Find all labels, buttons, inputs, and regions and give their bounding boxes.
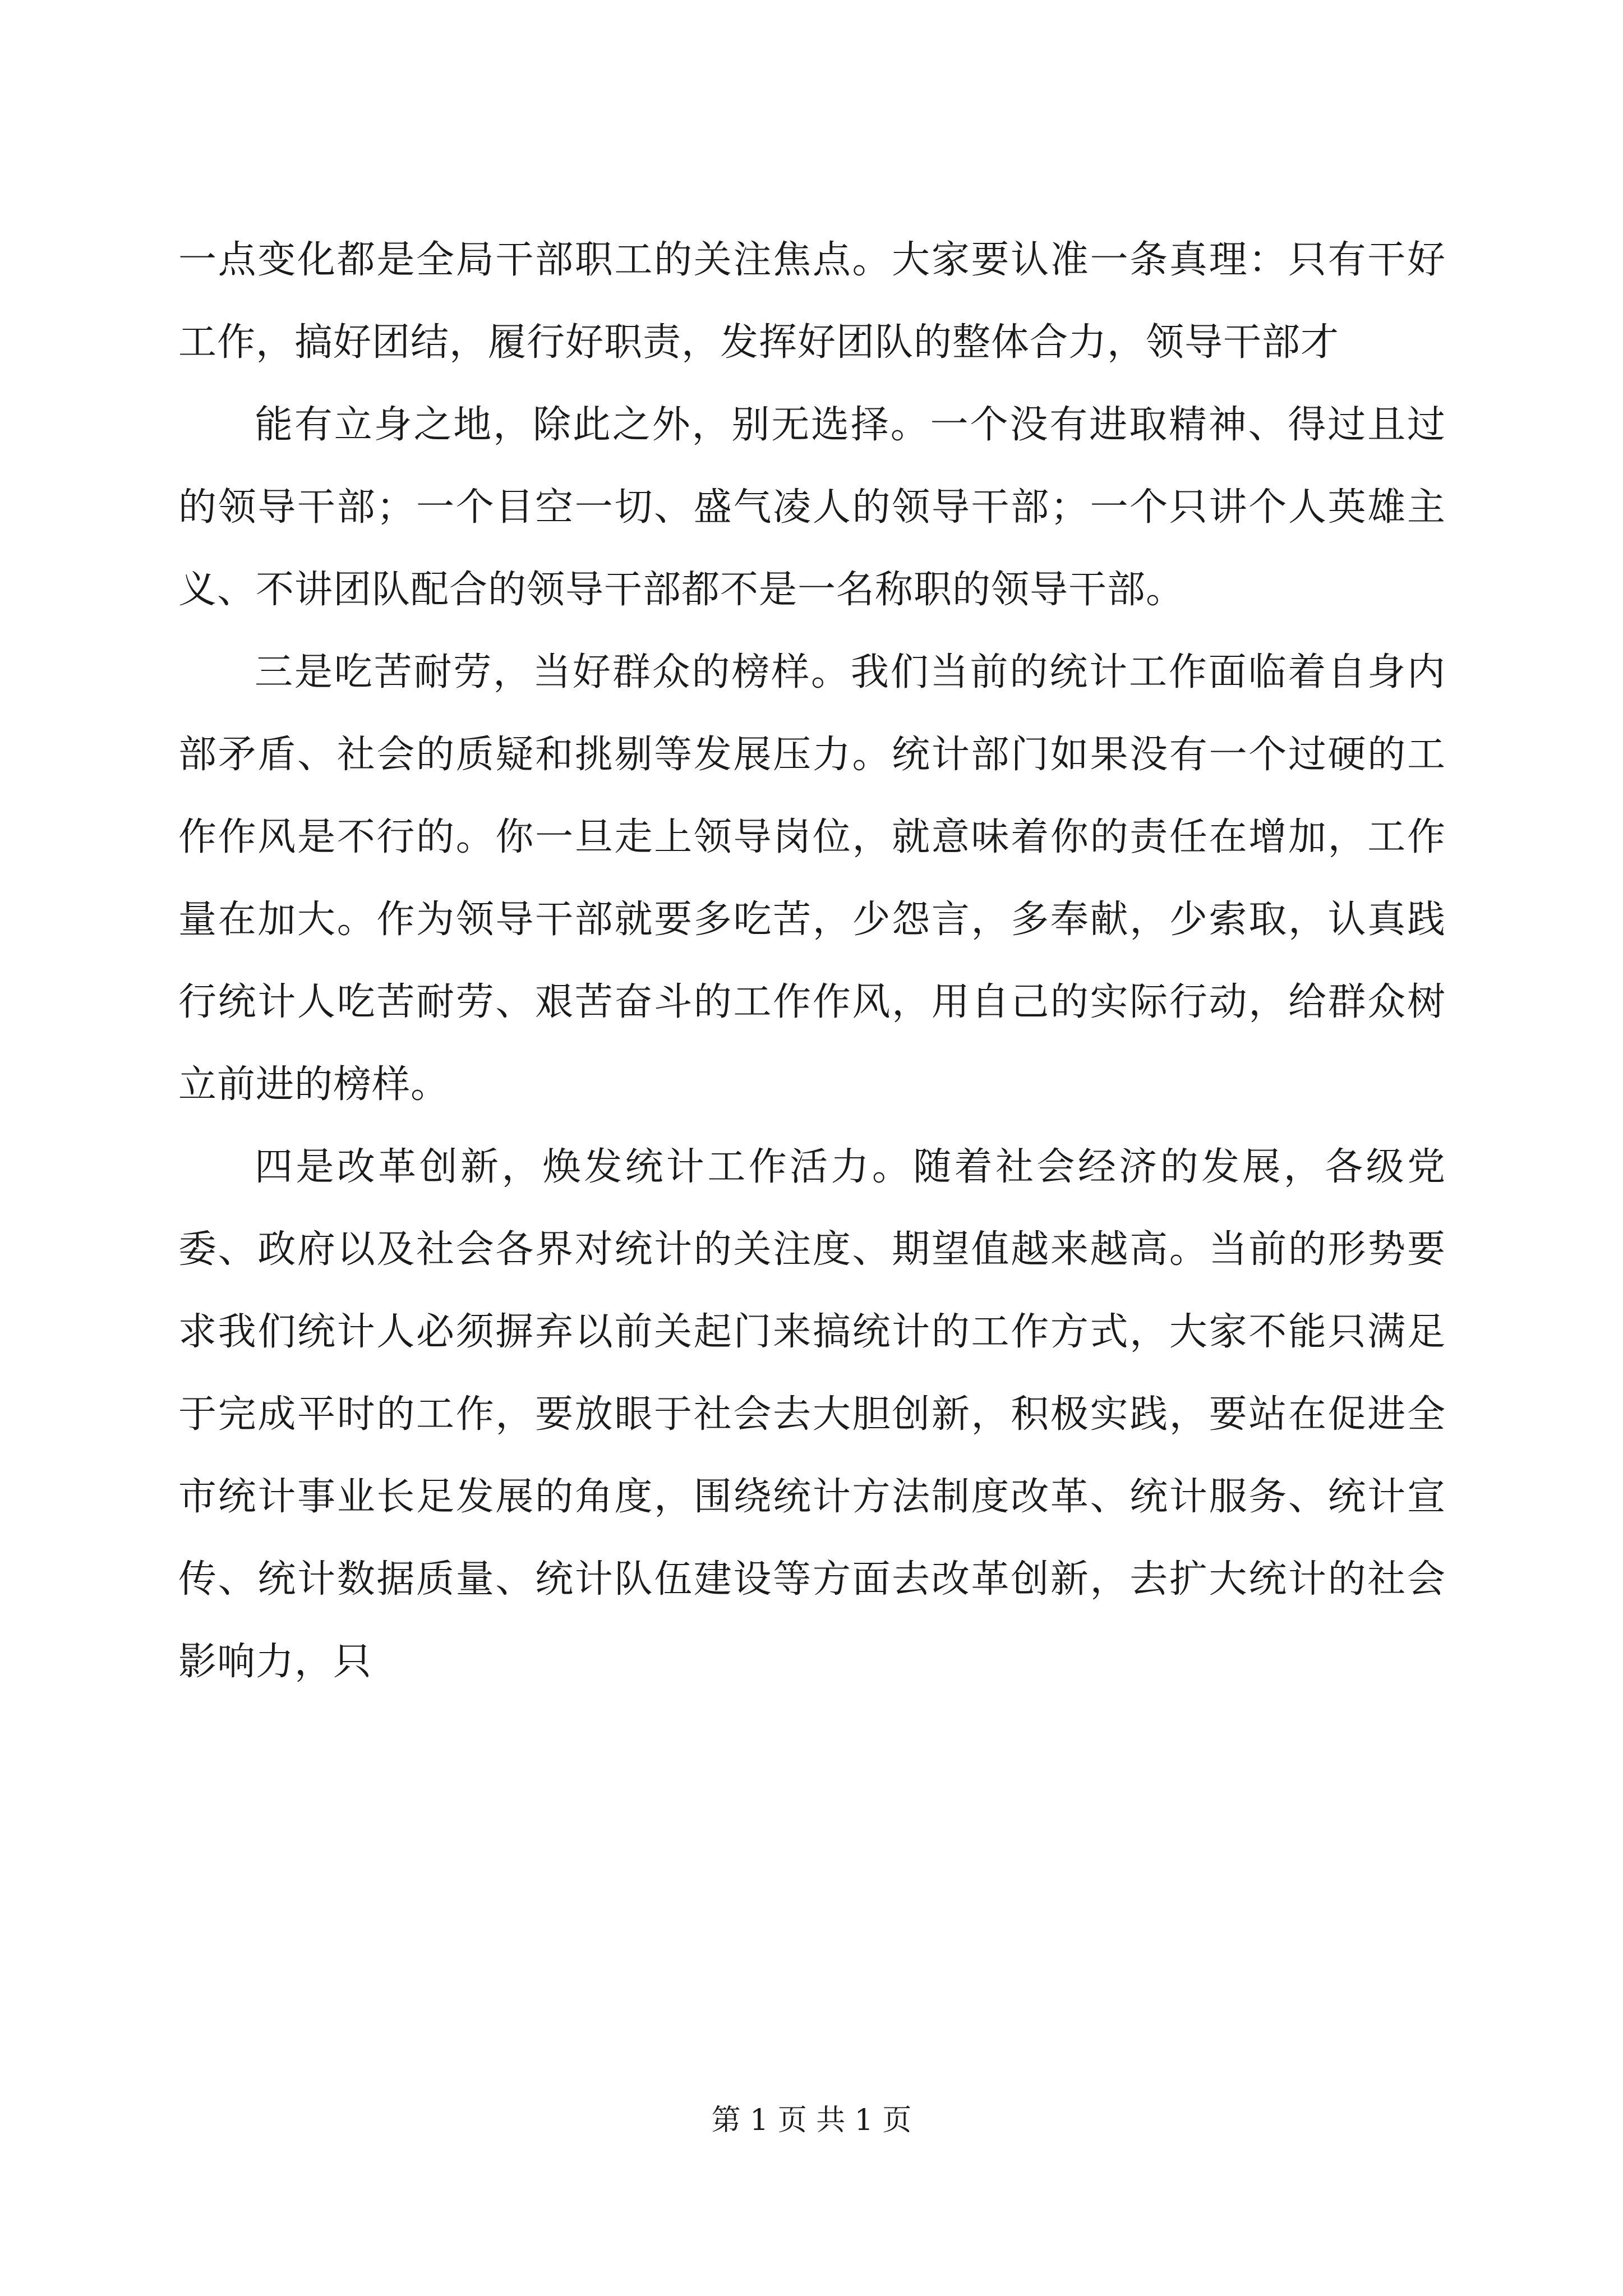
paragraph: 能有立身之地，除此之外，别无选择。一个没有进取精神、得过且过的领导干部；一个目空一切、盛气凌人的领导干部；一个只讲个人英雄主义、不讲团队配合的领导干部都不是一名称职的领导干部。 xyxy=(178,403,1446,612)
page-footer: 第 1 页 共 1 页 xyxy=(711,2104,912,2137)
paragraph-continuation: 一点变化都是全局干部职工的关注焦点。大家要认准一条真理：只有干好工作，搞好团结，履行好职责，发挥好团队的整体合力，领导干部才 xyxy=(178,238,1446,365)
paragraph: 四是改革创新，焕发统计工作活力。随着社会经济的发展，各级党委、政府以及社会各界对统计的关注度、期望值越来越高。当前的形势要求我们统计人必须摒弃以前关起门来搞统计的工作方式，大家不能只满足于完成平时的工作，要放眼于社会去大胆创新，积极实践，要站在促进全市统计事业长足发展的角度，围绕统计方法制度改革、统计服务、统计宣传、统计数据质量、统计队伍建设等方面去改革创新，去扩大统计的社会影响力，只 xyxy=(178,1145,1446,1684)
paragraph: 三是吃苦耐劳，当好群众的榜样。我们当前的统计工作面临着自身内部矛盾、社会的质疑和挑剔等发展压力。统计部门如果没有一个过硬的工作作风是不行的。你一旦走上领导岗位，就意味着你的责任在增加，工作量在加大。作为领导干部就要多吃苦，少怨言，多奉献，少索取，认真践行统计人吃苦耐劳、艰苦奋斗的工作作风，用自己的实际行动，给群众树立前进的榜样。 xyxy=(178,650,1446,1107)
body-text xyxy=(178,219,1446,1703)
